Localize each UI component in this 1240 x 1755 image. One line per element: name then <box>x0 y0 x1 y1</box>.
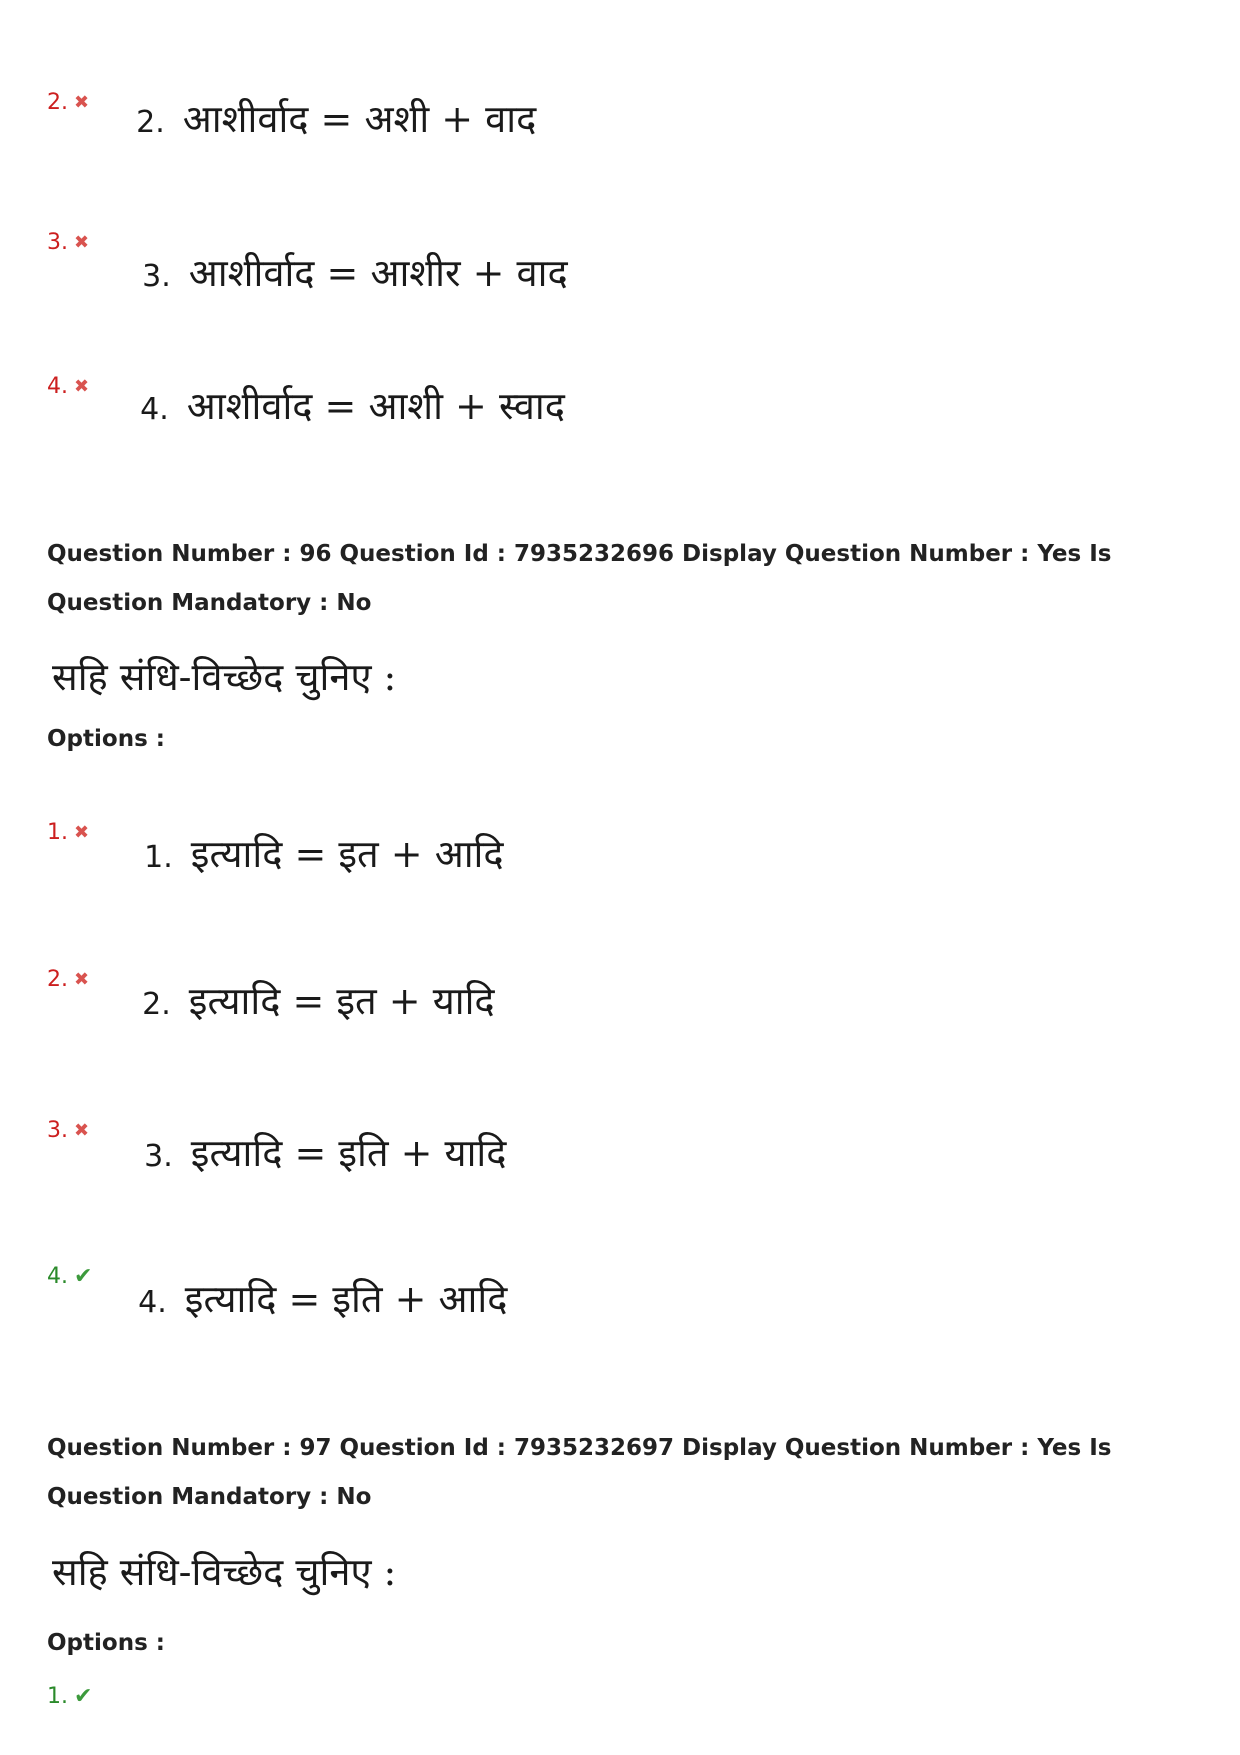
option-marker: 4. ✔ <box>47 1264 93 1289</box>
option-image-text: 1. इत्यादि = इत + आदि <box>144 832 504 876</box>
option-marker: 4. ✖ <box>47 374 90 399</box>
cross-icon: ✖ <box>74 1120 90 1141</box>
check-icon: ✔ <box>74 1264 93 1289</box>
option-marker: 1. ✖ <box>47 820 90 845</box>
option-marker: 3. ✖ <box>47 1118 90 1143</box>
option-image-text: 2. इत्यादि = इत + यादि <box>142 979 495 1023</box>
option-image-text: 2. आशीर्वाद = अशी + वाद <box>136 97 537 141</box>
option-image-text: 4. इत्यादि = इति + आदि <box>138 1277 508 1321</box>
option-marker: 3. ✖ <box>47 230 90 255</box>
question-text: सहि संधि-विच्छेद चुनिए : <box>52 655 397 699</box>
option-marker: 2. ✖ <box>47 90 90 115</box>
check-icon: ✔ <box>74 1684 93 1709</box>
options-label: Options : <box>47 1630 165 1656</box>
option-image-text: 3. आशीर्वाद = आशीर + वाद <box>142 251 568 295</box>
question-meta: Question Number : 97 Question Id : 7935232697 Display Question Number : Yes Is Question Mandatory : No <box>47 1435 1112 1510</box>
question-text: सहि संधि-विच्छेद चुनिए : <box>52 1550 397 1594</box>
option-marker: 2. ✖ <box>47 967 90 992</box>
option-image-text: 3. इत्यादि = इति + यादि <box>144 1131 507 1175</box>
options-label: Options : <box>47 726 165 752</box>
cross-icon: ✖ <box>74 376 90 397</box>
cross-icon: ✖ <box>74 92 90 113</box>
option-marker: 1. ✔ <box>47 1684 93 1709</box>
option-image-text: 4. आशीर्वाद = आशी + स्वाद <box>140 384 565 428</box>
cross-icon: ✖ <box>74 822 90 843</box>
cross-icon: ✖ <box>74 969 90 990</box>
question-meta: Question Number : 96 Question Id : 7935232696 Display Question Number : Yes Is Question Mandatory : No <box>47 541 1112 616</box>
cross-icon: ✖ <box>74 232 90 253</box>
